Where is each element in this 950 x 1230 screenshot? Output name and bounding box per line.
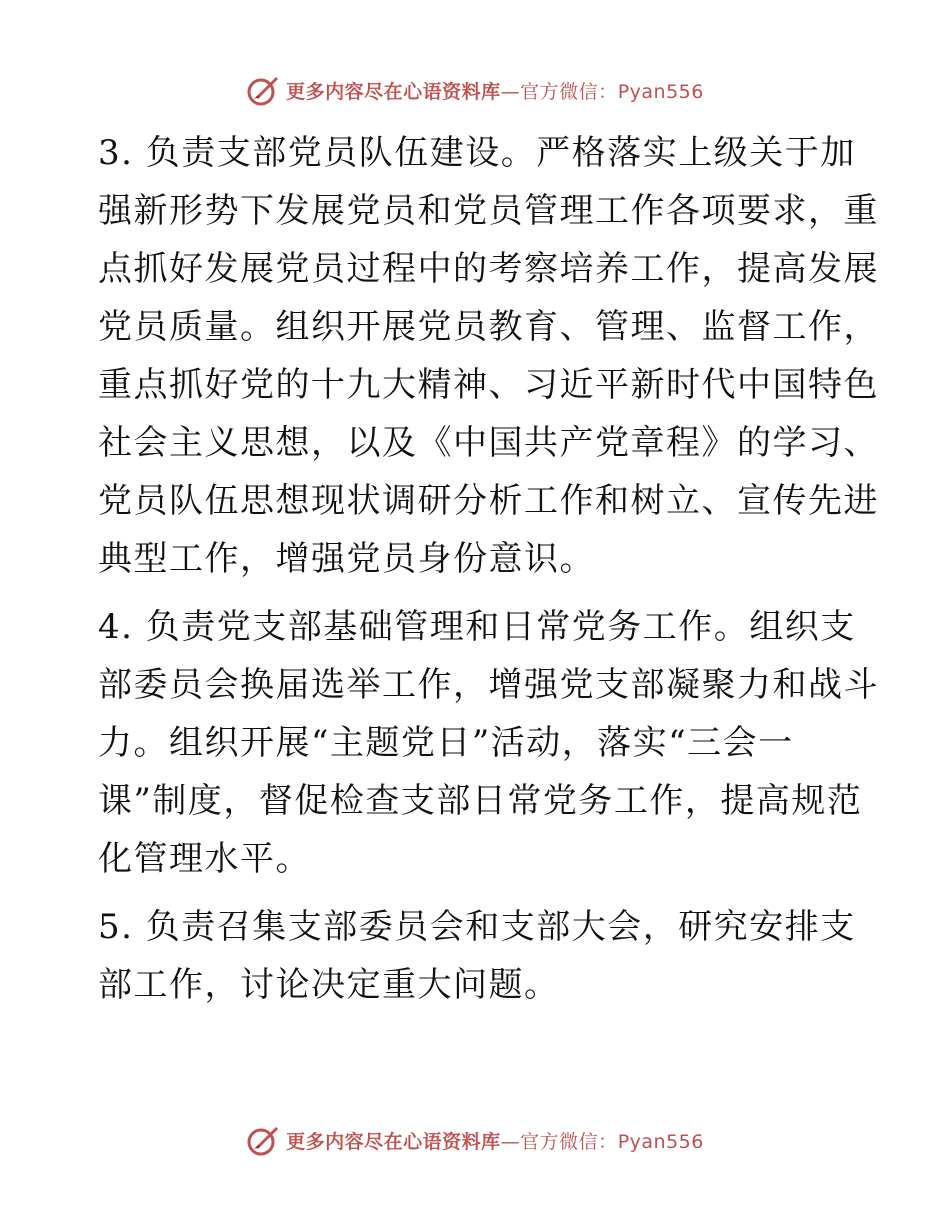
paragraph-4 xyxy=(98,598,879,888)
text-line: 3. 负责支部党员队伍建设。严格落实上级关于加 xyxy=(98,133,856,173)
banner-dash: — xyxy=(500,80,521,103)
banner-wechat-id: Pyan556 xyxy=(617,80,704,103)
banner-wechat-label: 官方微信： xyxy=(520,80,618,103)
text-line: 化管理水平。 xyxy=(98,839,311,879)
text-line: 部工作，讨论决定重大问题。 xyxy=(98,965,560,1005)
text-line: 4. 负责党支部基础管理和日常党务工作。组织支 xyxy=(98,607,856,647)
quill-logo-icon xyxy=(246,73,280,107)
text-line: 课”制度，督促检查支部日常党务工作，提高规范 xyxy=(98,781,863,821)
paragraph-3 xyxy=(98,124,879,588)
banner-dash: — xyxy=(500,1130,521,1153)
paragraph-5 xyxy=(98,898,856,1014)
footer-banner xyxy=(0,1120,950,1160)
header-banner xyxy=(0,70,950,110)
document-body xyxy=(98,124,879,1024)
banner-wechat-id: Pyan556 xyxy=(617,1130,704,1153)
banner-text xyxy=(286,77,704,104)
text-line: 党员队伍思想现状调研分析工作和树立、宣传先进 xyxy=(98,481,879,521)
text-line: 力。组织开展“主题党日”活动，落实“三会一 xyxy=(98,723,794,763)
text-line: 社会主义思想，以及《中国共产党章程》的学习、 xyxy=(98,423,879,463)
text-line: 5. 负责召集支部委员会和支部大会，研究安排支 xyxy=(98,907,856,947)
text-line: 强新形势下发展党员和党员管理工作各项要求，重 xyxy=(98,191,879,231)
quill-logo-icon xyxy=(246,1123,280,1157)
text-line: 重点抓好党的十九大精神、习近平新时代中国特色 xyxy=(98,365,879,405)
banner-site-name: 更多内容尽在心语资料库 xyxy=(286,1130,501,1153)
text-line: 党员质量。组织开展党员教育、管理、监督工作， xyxy=(98,307,879,347)
banner-site-name: 更多内容尽在心语资料库 xyxy=(286,80,501,103)
banner-text xyxy=(286,1127,704,1154)
text-line: 典型工作，增强党员身份意识。 xyxy=(98,539,595,579)
text-line: 点抓好发展党员过程中的考察培养工作，提高发展 xyxy=(98,249,879,289)
text-line: 部委员会换届选举工作，增强党支部凝聚力和战斗 xyxy=(98,665,879,705)
banner-wechat-label: 官方微信： xyxy=(520,1130,618,1153)
